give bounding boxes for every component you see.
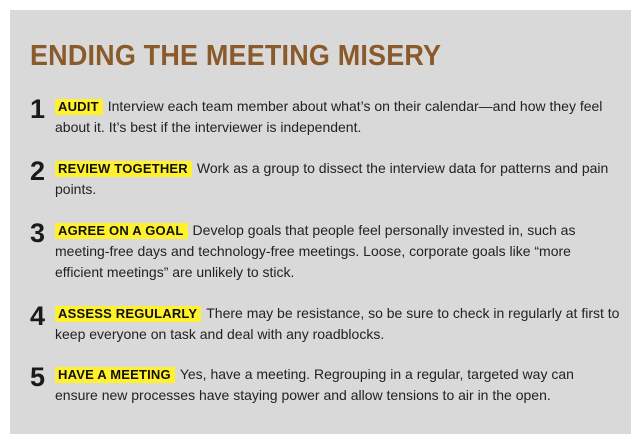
item-text (55, 303, 620, 345)
item-tag: HAVE A MEETING (55, 367, 175, 383)
item-number: 5 (30, 362, 46, 392)
item-text (55, 158, 620, 200)
item-description: There may be resistance, so be sure to check in regularly at first to keep everyone on task and deal with any roadblocks. (55, 305, 620, 342)
item-text (55, 96, 620, 138)
item-tag: ASSESS REGULARLY (55, 306, 201, 322)
item-description: Interview each team member about what’s on their calendar—and how they feel about it. It’s best if the interviewer is independent. (55, 98, 603, 135)
item-text (55, 364, 620, 406)
card-title: ENDING THE MEETING MISERY (30, 40, 442, 72)
info-card (10, 10, 631, 434)
item-tag: REVIEW TOGETHER (55, 161, 192, 177)
item-text (55, 220, 620, 283)
item-number: 2 (30, 156, 46, 186)
item-number: 1 (30, 94, 46, 124)
item-description: Develop goals that people feel personally invested in, such as meeting-free days and technology-free meetings. Loose, corporate goals like “more efficient meetings” are unlikely to stick. (55, 222, 576, 280)
item-tag: AGREE ON A GOAL (55, 223, 188, 239)
item-number: 4 (30, 301, 46, 331)
item-tag: AUDIT (55, 99, 103, 115)
item-description: Work as a group to dissect the interview data for patterns and pain points. (55, 160, 609, 197)
item-description: Yes, have a meeting. Regrouping in a regular, targeted way can ensure new processes have staying power and allow tensions to air in the open. (55, 366, 574, 403)
item-number: 3 (30, 218, 46, 248)
